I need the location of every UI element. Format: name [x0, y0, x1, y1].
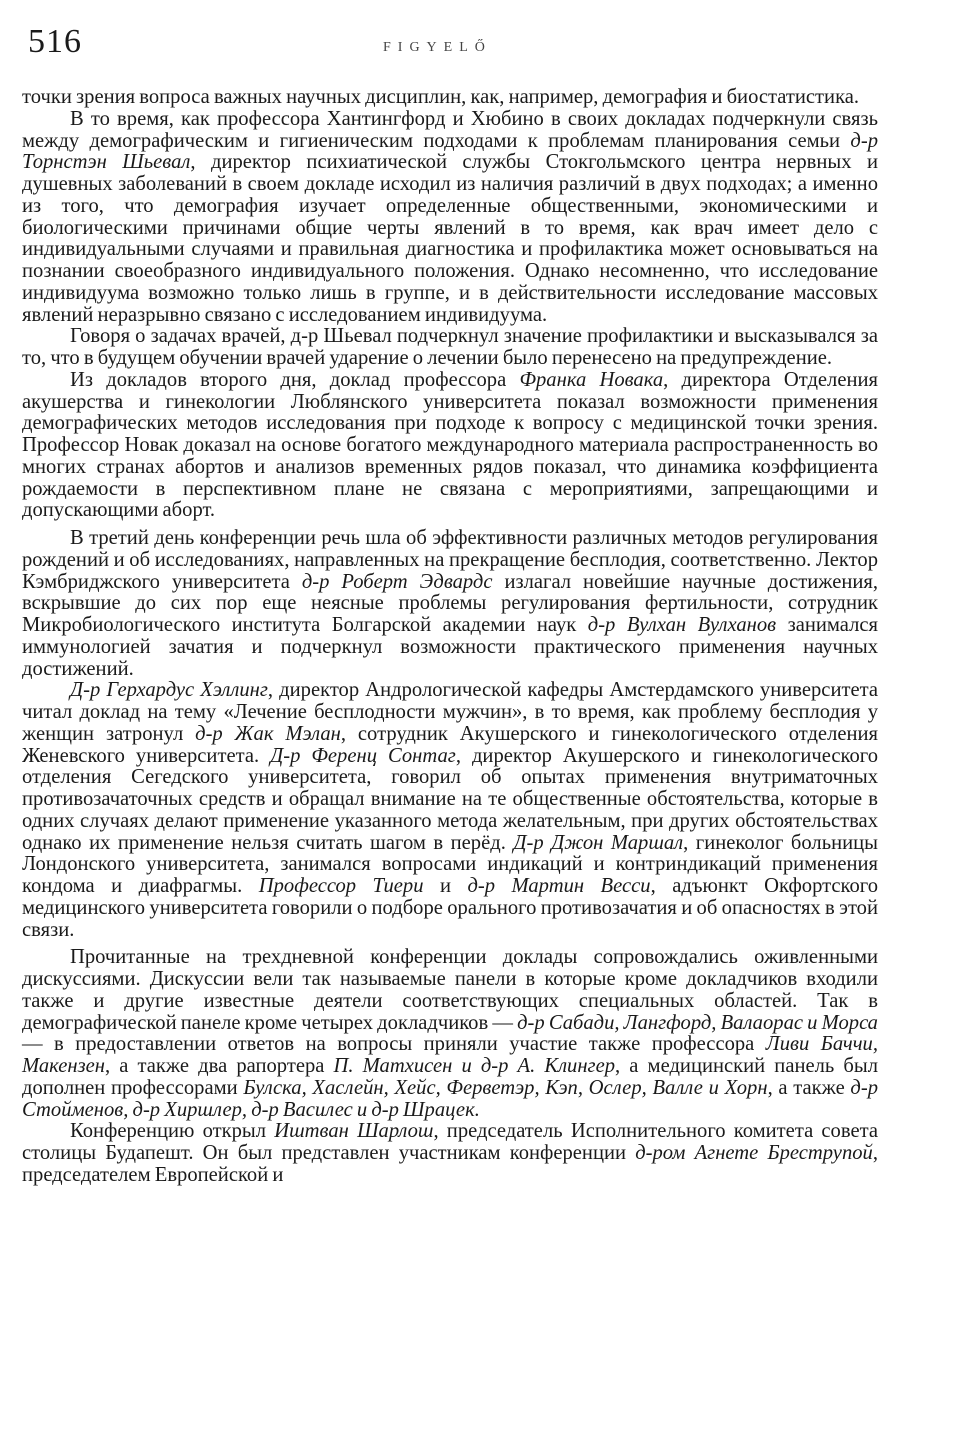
text-run: , директор Андрологической кафедры Амстердамского университета читал доклад на тему «Лечение бесплодности мужчин», в то время, как проблему бесплодия у женщин затронул [22, 679, 878, 745]
paragraph [22, 87, 878, 109]
italic-name: д-р Стойменов, д-р Хиршлер, д-р Василес и д-р Шрацек. [22, 1076, 878, 1121]
text-run: излагал новейшие научные достижения, вскрывшие до сих пор еще неясные проблемы регулирования фертильности, сотрудник Микробиологического института Болгарской академии наук [22, 570, 878, 636]
text-run: , директор Акушерского и гинекологического отделения Сегедского университета, говорил об опытах применения внутриматочных противозачаточных средств и обращал внимание на те общественные обстоятельства, которые в одних случаях делают применение указанного метода желательным, при других обстоятельствах однако их применение нельзя считать шагом в перёд. [22, 744, 878, 854]
text-run: , а также два рапортера [105, 1055, 334, 1077]
italic-name: Д-р Ференц Сонтаг [270, 744, 456, 767]
text-run: В третий день конференции речь шла об эффективности различных методов регулирования рождений и об исследованиях, направленных на прекращение бесплодия, соответственно. Лектор Кэмбриджского университета [22, 527, 878, 593]
text-run: Говоря о задачах врачей, д-р Шьевал подчеркнул значение профилактики и высказывался за то, что в будущем обучении врачей ударение о лечении было перенесено на предупреждение. [22, 325, 878, 369]
italic-name: д-ром Агнете Бреструпой [635, 1142, 873, 1164]
text-run: , директор психиатической службы Стокгольмского центра нервных и душевных заболеваний в своем докладе исходил из наличия различий в двух подходах; а именно из того, что демография изучает определенные общественными, экономическими и биологическими причинами общие черты явлений в то время, как врач имеет дело с индивидуальными случаями и правильная диагностика и профилактика может основываться на познании своеобразного индивидуального положения. Однако несомненно, что исследование индивидуума возможно только лишь в группе, и в действительности исследование массовых явлений неразрывно связано с исследованием индивидуума. [22, 151, 878, 326]
italic-name: д-р Вулхан Вулханов [587, 614, 777, 636]
text-run: , гинеколог больницы Лондонского университета, занимался вопросами индикаций и контриндикаций применения кондома и диафрагмы. [22, 831, 879, 897]
text-run: Из докладов второго дня, доклад профессора [70, 368, 520, 391]
italic-name: д-р Роберт Эдвардс [301, 570, 493, 593]
paragraph [22, 680, 878, 941]
text-run: , сотрудник Акушерского и гинекологического отделения Женевского университета. [22, 722, 879, 767]
text-run: точки зрения вопроса важных научных дисциплин, как, например, демография и биостатистика. [22, 86, 860, 108]
italic-name: Франка Новака [519, 368, 664, 391]
italic-name: д-р Жак Мэлан [195, 722, 341, 745]
text-run: занимался иммунологией зачатия и подчеркнул возможности практического применения научных достижений. [22, 614, 878, 680]
paragraph [22, 528, 878, 680]
text-run: , председатель Исполнительного комитета совета столицы Будапешт. Он был представлен участникам конференции [22, 1120, 878, 1164]
italic-name: Булска, Хаслейн, Хейс, Ферветэр, Кэп, Ослер, Валле и Хорн [243, 1076, 768, 1099]
paragraph [22, 947, 878, 1121]
paragraph [22, 370, 878, 522]
italic-name: д-р Торнстэн Шьевал [22, 129, 878, 174]
italic-name: д-р Мартин Весси [467, 875, 651, 897]
italic-name: д-р Сабади, Лангфорд, Валаорас и Морса [517, 1011, 878, 1034]
paragraph [22, 109, 878, 327]
italic-name: Профессор Тиери [258, 875, 424, 897]
paragraph [22, 1121, 878, 1186]
text-run: , адъюнкт Окфортского медицинского университета говорили о подборе орального противозачатия и об опасностях в этой связи. [22, 875, 878, 941]
body-text [22, 87, 878, 1187]
text-run: , председателем Европейской и [22, 1142, 878, 1186]
text-run: — в предоставлении ответов на вопросы приняли участие также профессора [22, 1033, 766, 1056]
italic-name: Ливи Баччи, Макензен [22, 1033, 878, 1077]
paragraph [22, 326, 878, 370]
running-head: FIGYELŐ [383, 40, 492, 55]
text-run: , а также [767, 1076, 851, 1099]
italic-name: Д-р Джон Маршал [513, 831, 684, 854]
text-run: , а медицинский панель был дополнен профессорами [22, 1055, 878, 1099]
text-run: и [423, 875, 468, 897]
page-number: 516 [28, 23, 82, 60]
italic-name: П. Матхисен и д-р А. Клингер [333, 1055, 616, 1077]
text-run: Прочитанные на трехдневной конференции доклады сопровождались оживленными дискуссиями. Дискуссии вели так называемые панели в которые кроме докладчиков входили также и другие известные деятели соответствующих специальных областей. Так в демографической панеле кроме четырех докладчиков — [22, 946, 878, 1034]
italic-name: Иштван Шарлош [274, 1120, 434, 1143]
text-run: В то время, как профессора Хантингфорд и Хюбино в своих докладах подчеркнули связь между демографическим и гигиеническим подходами к проблемам планирования семьи [22, 107, 878, 152]
text-run: , директора Отделения акушерства и гинекологии Люблянского университета показал возможности применения демографических методов исследования при подходе к вопросу с медицинской точки зрения. Профессор Новак доказал на основе богатого международного материала распространенность во многих странах абортов и анализов временных рядов показал, что динамика коэффициента рождаемости в перспективном плане не связана с мероприятиями, запрещающими и допускающими аборт. [22, 368, 878, 522]
italic-name: Д-р Герхардус Хэллинг [70, 679, 268, 702]
text-run: Конференцию открыл [70, 1120, 275, 1143]
